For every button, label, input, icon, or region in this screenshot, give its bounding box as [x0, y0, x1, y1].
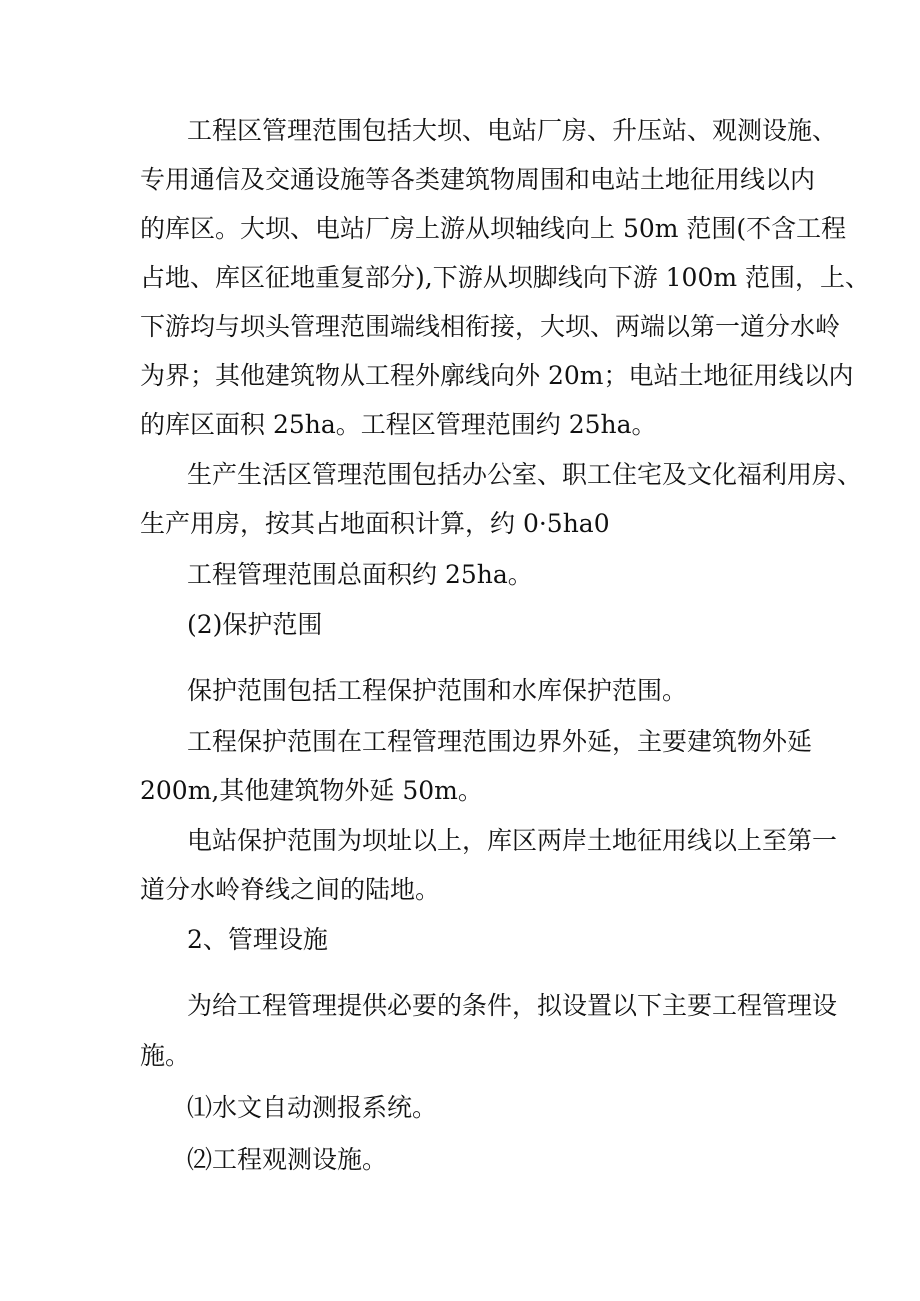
text-line: 生产生活区管理范围包括办公室、职工住宅及文化福利用房、: [187, 460, 863, 489]
text-line: 生产用房，按其占地面积计算，约 0·5ha0: [140, 509, 610, 538]
text-line: 专用通信及交通设施等各类建筑物周围和电站土地征用线以内: [140, 165, 816, 194]
text-line: 工程区管理范围包括大坝、电站厂房、升压站、观测设施、: [187, 116, 838, 145]
text-line: ⑴水文自动测报系统。: [187, 1093, 438, 1122]
text-line: 施。: [140, 1041, 191, 1070]
text-line: 道分水岭脊线之间的陆地。: [140, 875, 441, 904]
text-line: 为界；其他建筑物从工程外廓线向外 20m；电站土地征用线以内: [140, 361, 854, 390]
text-line: 的库区面积 25ha。工程区管理范围约 25ha。: [140, 410, 657, 439]
text-line: 工程管理范围总面积约 25ha。: [187, 560, 533, 589]
text-line: 保护范围包括工程保护范围和水库保护范围。: [187, 676, 688, 705]
text-line: 为给工程管理提供必要的条件，拟设置以下主要工程管理设: [187, 991, 838, 1020]
text-line: 占地、库区征地重复部分),下游从坝脚线向下游 100m 范围，上、: [140, 263, 871, 292]
text-line: (2)保护范围: [187, 610, 323, 639]
text-line: 2、管理设施: [187, 925, 328, 954]
text-line: ⑵工程观测设施。: [187, 1145, 388, 1174]
text-line: 下游均与坝头管理范围端线相衔接，大坝、两端以第一道分水岭: [140, 312, 841, 341]
text-line: 200m,其他建筑物外延 50m。: [140, 776, 483, 805]
text-line: 工程保护范围在工程管理范围边界外延，主要建筑物外延: [187, 727, 813, 756]
text-line: 电站保护范围为坝址以上，库区两岸土地征用线以上至第一: [187, 826, 838, 855]
text-line: 的库区。大坝、电站厂房上游从坝轴线向上 50m 范围(不含工程: [140, 214, 847, 243]
